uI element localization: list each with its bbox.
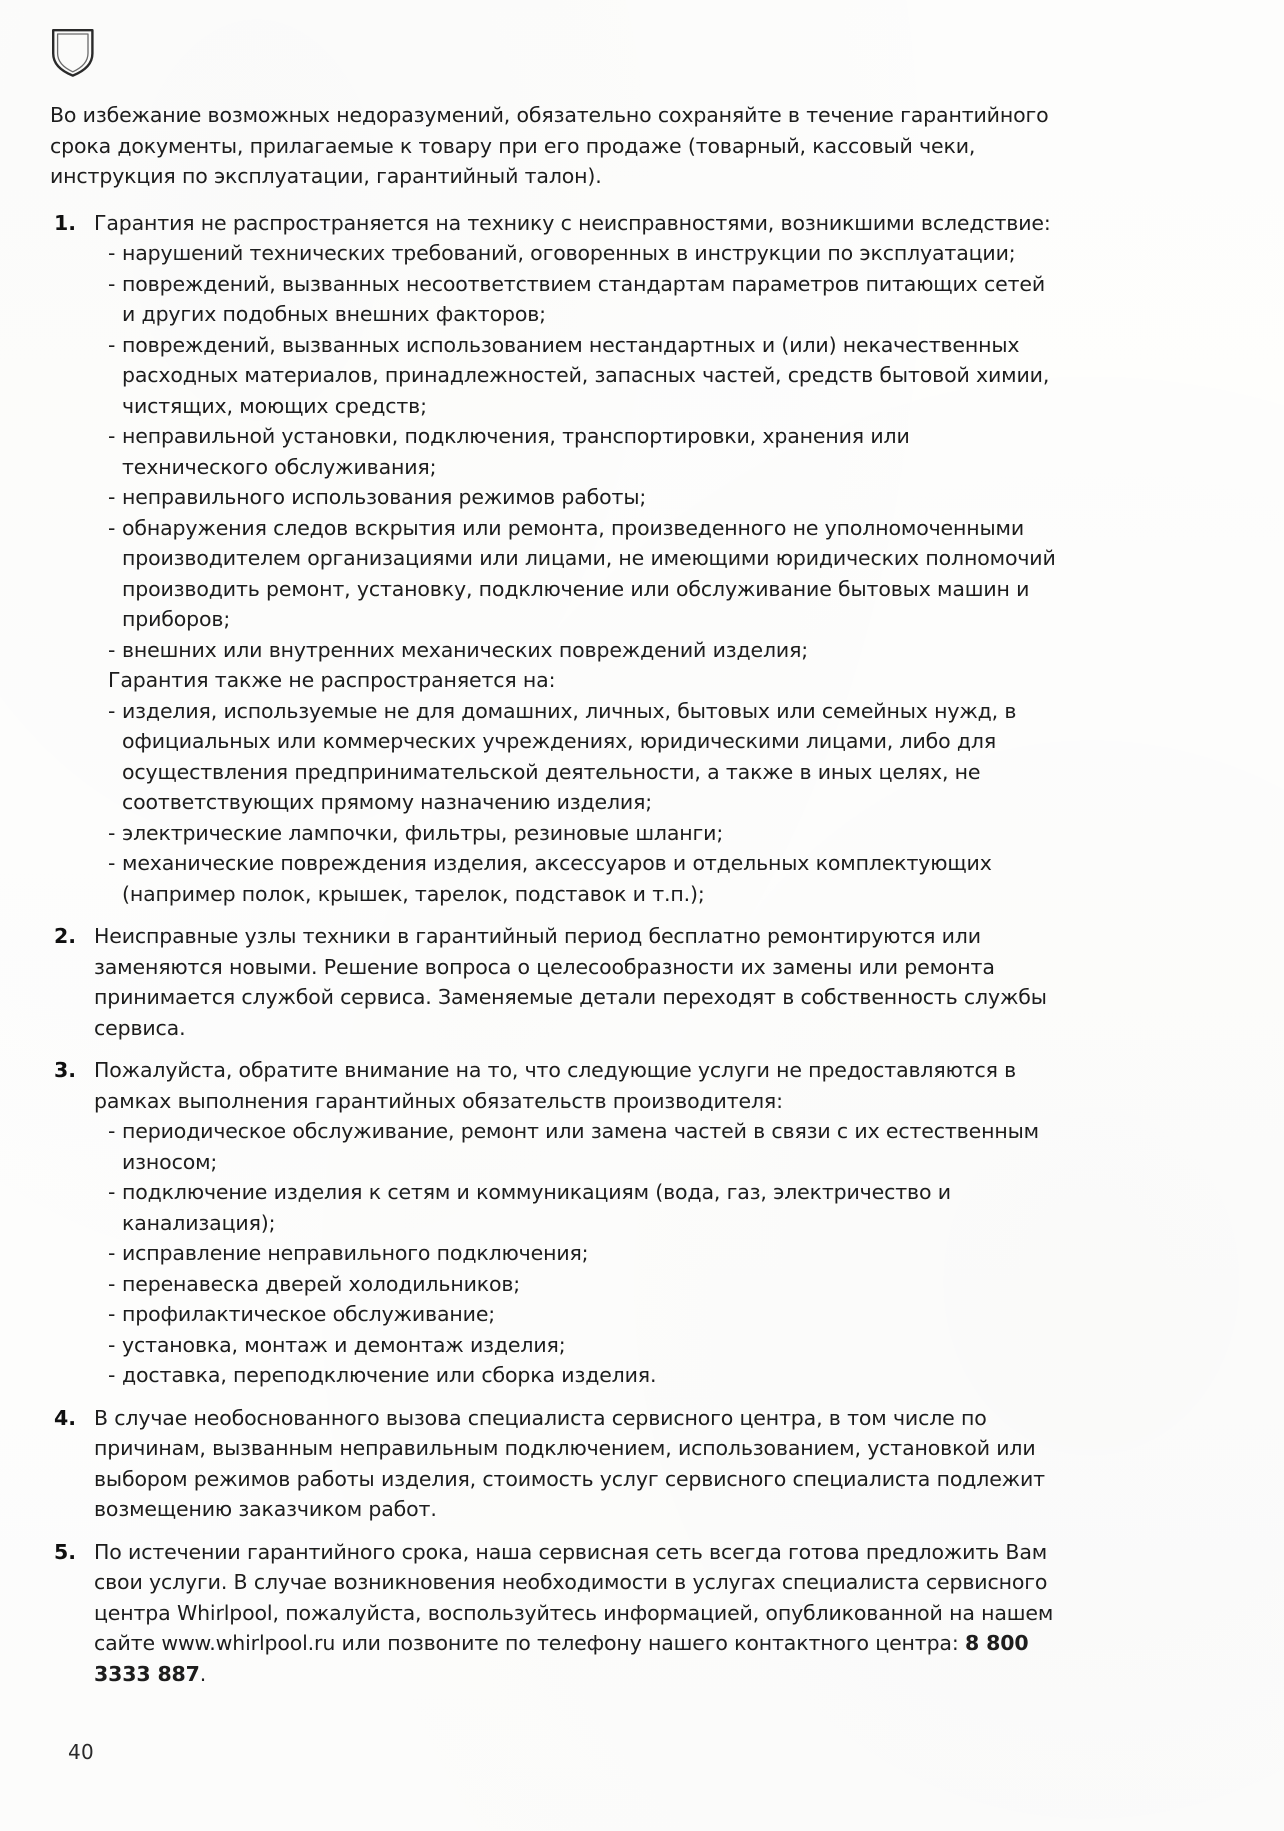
sub-list-3: [94, 1116, 1060, 1391]
list-item-1-text: Гарантия не распространяется на технику с неисправностями, возникшими вследствие:: [94, 210, 1051, 235]
sub-item-text: обнаружения следов вскрытия или ремонта, произведенного не уполномоченными производителем организациями или лицами, не имеющими юридических полномочий производить ремонт, установку, подключение или обслуживание бытовых машин и приборов;: [122, 515, 1056, 631]
list-item-4-text: В случае необоснованного вызова специалиста сервисного центра, в том числе по причинам, вызванным неправильным подключением, использованием, установкой или выбором режимов работы изделия, стоимость услуг сервисного специалиста подлежит возмещению заказчиком работ.: [94, 1405, 1045, 1521]
sub-item: [108, 635, 1060, 666]
dash-marker: -: [108, 1241, 116, 1265]
dash-marker: -: [108, 1180, 116, 1204]
sub-item: [108, 1330, 1060, 1361]
list-item-2-text: Неисправные узлы техники в гарантийный период бесплатно ремонтируются или заменяются новыми. Решение вопроса о целесообразности их замены или ремонта принимается службой сервиса. Заменяемые детали переходят в собственность службы сервиса.: [94, 924, 1047, 1040]
dash-marker: -: [108, 515, 116, 540]
dash-marker: -: [108, 1332, 116, 1357]
sub-item: [108, 1299, 1060, 1330]
document-content: [50, 26, 1060, 1701]
sub-item: [108, 696, 1060, 818]
dash-marker: -: [108, 241, 116, 265]
list-item-3-text: Пожалуйста, обратите внимание на то, что следующие услуги не предоставляются в рамках выполнения гарантийных обязательств производителя:: [94, 1058, 1017, 1113]
list-body-3: [94, 1055, 1060, 1391]
list-item-5-text-part2: .: [199, 1661, 207, 1686]
sub-item-text: подключение изделия к сетям и коммуникациям (вода, газ, электричество и канализация);: [122, 1180, 951, 1235]
list-body-5: [94, 1537, 1060, 1690]
list-item-1-note: Гарантия также не распространяется на:: [108, 668, 556, 692]
dash-marker: -: [108, 485, 116, 509]
sub-item: [108, 1177, 1060, 1238]
sub-item-text: неправильной установки, подключения, транспортировки, хранения или технического обслуживания;: [122, 424, 910, 479]
shield-icon: [50, 26, 96, 78]
sub-item: [108, 848, 1060, 909]
list-body-4: [94, 1403, 1060, 1525]
dash-marker: -: [108, 1363, 116, 1387]
sub-item: [108, 482, 1060, 513]
list-marker-5: 5.: [54, 1539, 77, 1564]
sub-item-text: внешних или внутренних механических повреждений изделия;: [122, 637, 809, 662]
dash-marker: -: [108, 1271, 116, 1296]
sub-item: [108, 1269, 1060, 1300]
list-marker-4: 4.: [54, 1405, 77, 1430]
dash-marker: -: [108, 1302, 116, 1326]
list-item-1: [50, 208, 1060, 910]
sub-item: [108, 238, 1060, 269]
dash-marker: -: [108, 332, 116, 357]
dash-marker: -: [108, 851, 116, 875]
dash-marker: -: [108, 1119, 116, 1143]
sub-item-text: повреждений, вызванных использованием нестандартных и (или) некачественных расходных материалов, принадлежностей, запасных частей, средств бытовой химии, чистящих, моющих средств;: [122, 332, 1050, 418]
list-item-4: [50, 1403, 1060, 1525]
sub-item-text: установка, монтаж и демонтаж изделия;: [122, 1332, 566, 1357]
sub-list-1b: [94, 696, 1060, 910]
sub-item: [108, 421, 1060, 482]
sub-item-text: перенавеска дверей холодильников;: [122, 1271, 521, 1296]
dash-marker: -: [108, 424, 116, 448]
sub-item-text: профилактическое обслуживание;: [122, 1302, 496, 1326]
list-body-1: [94, 208, 1060, 910]
list-item-5-text: [94, 1537, 1060, 1690]
list-marker-2: 2.: [54, 924, 77, 948]
dash-marker: -: [108, 698, 116, 723]
sub-item: [108, 1238, 1060, 1269]
list-item-3: [50, 1055, 1060, 1391]
dash-marker: -: [108, 271, 116, 296]
sub-item-text: механические повреждения изделия, аксессуаров и отдельных комплектующих (например полок, крышек, тарелок, подставок и т.п.);: [122, 851, 992, 906]
page-number: 40: [68, 1740, 95, 1764]
list-item-2: [50, 921, 1060, 1043]
sub-item-text: исправление неправильного подключения;: [122, 1241, 589, 1265]
sub-item-text: периодическое обслуживание, ремонт или замена частей в связи с их естественным износом;: [122, 1119, 1039, 1174]
sub-item-text: доставка, переподключение или сборка изделия.: [122, 1363, 657, 1387]
list-item-5: [50, 1537, 1060, 1690]
sub-item: [108, 1116, 1060, 1177]
sub-list-1a: [94, 238, 1060, 665]
sub-item: [108, 330, 1060, 422]
list-marker-1: 1.: [54, 210, 77, 235]
sub-item-text: электрические лампочки, фильтры, резиновые шланги;: [122, 820, 724, 845]
intro-paragraph: Во избежание возможных недоразумений, обязательно сохраняйте в течение гарантийного срока документы, прилагаемые к товару при его продаже (товарный, кассовый чеки, инструкция по эксплуатации, гарантийный талон).: [50, 103, 1049, 188]
list-body-2: [94, 921, 1060, 1043]
sub-item-text: повреждений, вызванных несоответствием стандартам параметров питающих сетей и других подобных внешних факторов;: [122, 271, 1046, 326]
dash-marker: -: [108, 637, 116, 662]
sub-item: [108, 269, 1060, 330]
list-item-5-text-part1: По истечении гарантийного срока, наша сервисная сеть всегда готова предложить Вам свои услуги. В случае возникновения необходимости в услугах специалиста сервисного центра Whirlpool, пожалуйста, воспользуйтесь информацией, опубликованной на нашем сайте www.whirlpool.ru или позвоните по телефону нашего контактного центра:: [94, 1539, 1054, 1655]
sub-item: [108, 1360, 1060, 1391]
dash-marker: -: [108, 820, 116, 845]
sub-item: [108, 818, 1060, 849]
support-phone-number: 8 800 3333 887: [94, 1631, 1029, 1686]
list-marker-3: 3.: [54, 1058, 77, 1082]
sub-item-text: неправильного использования режимов работы;: [122, 485, 647, 509]
sub-item-text: изделия, используемые не для домашних, личных, бытовых или семейных нужд, в официальных или коммерческих учреждениях, юридическими лицами, либо для осуществления предпринимательской деятельности, а также в иных целях, не соответствующих прямому назначению изделия;: [122, 698, 1017, 814]
sub-item-text: нарушений технических требований, оговоренных в инструкции по эксплуатации;: [122, 241, 1016, 265]
sub-item: [108, 513, 1060, 635]
